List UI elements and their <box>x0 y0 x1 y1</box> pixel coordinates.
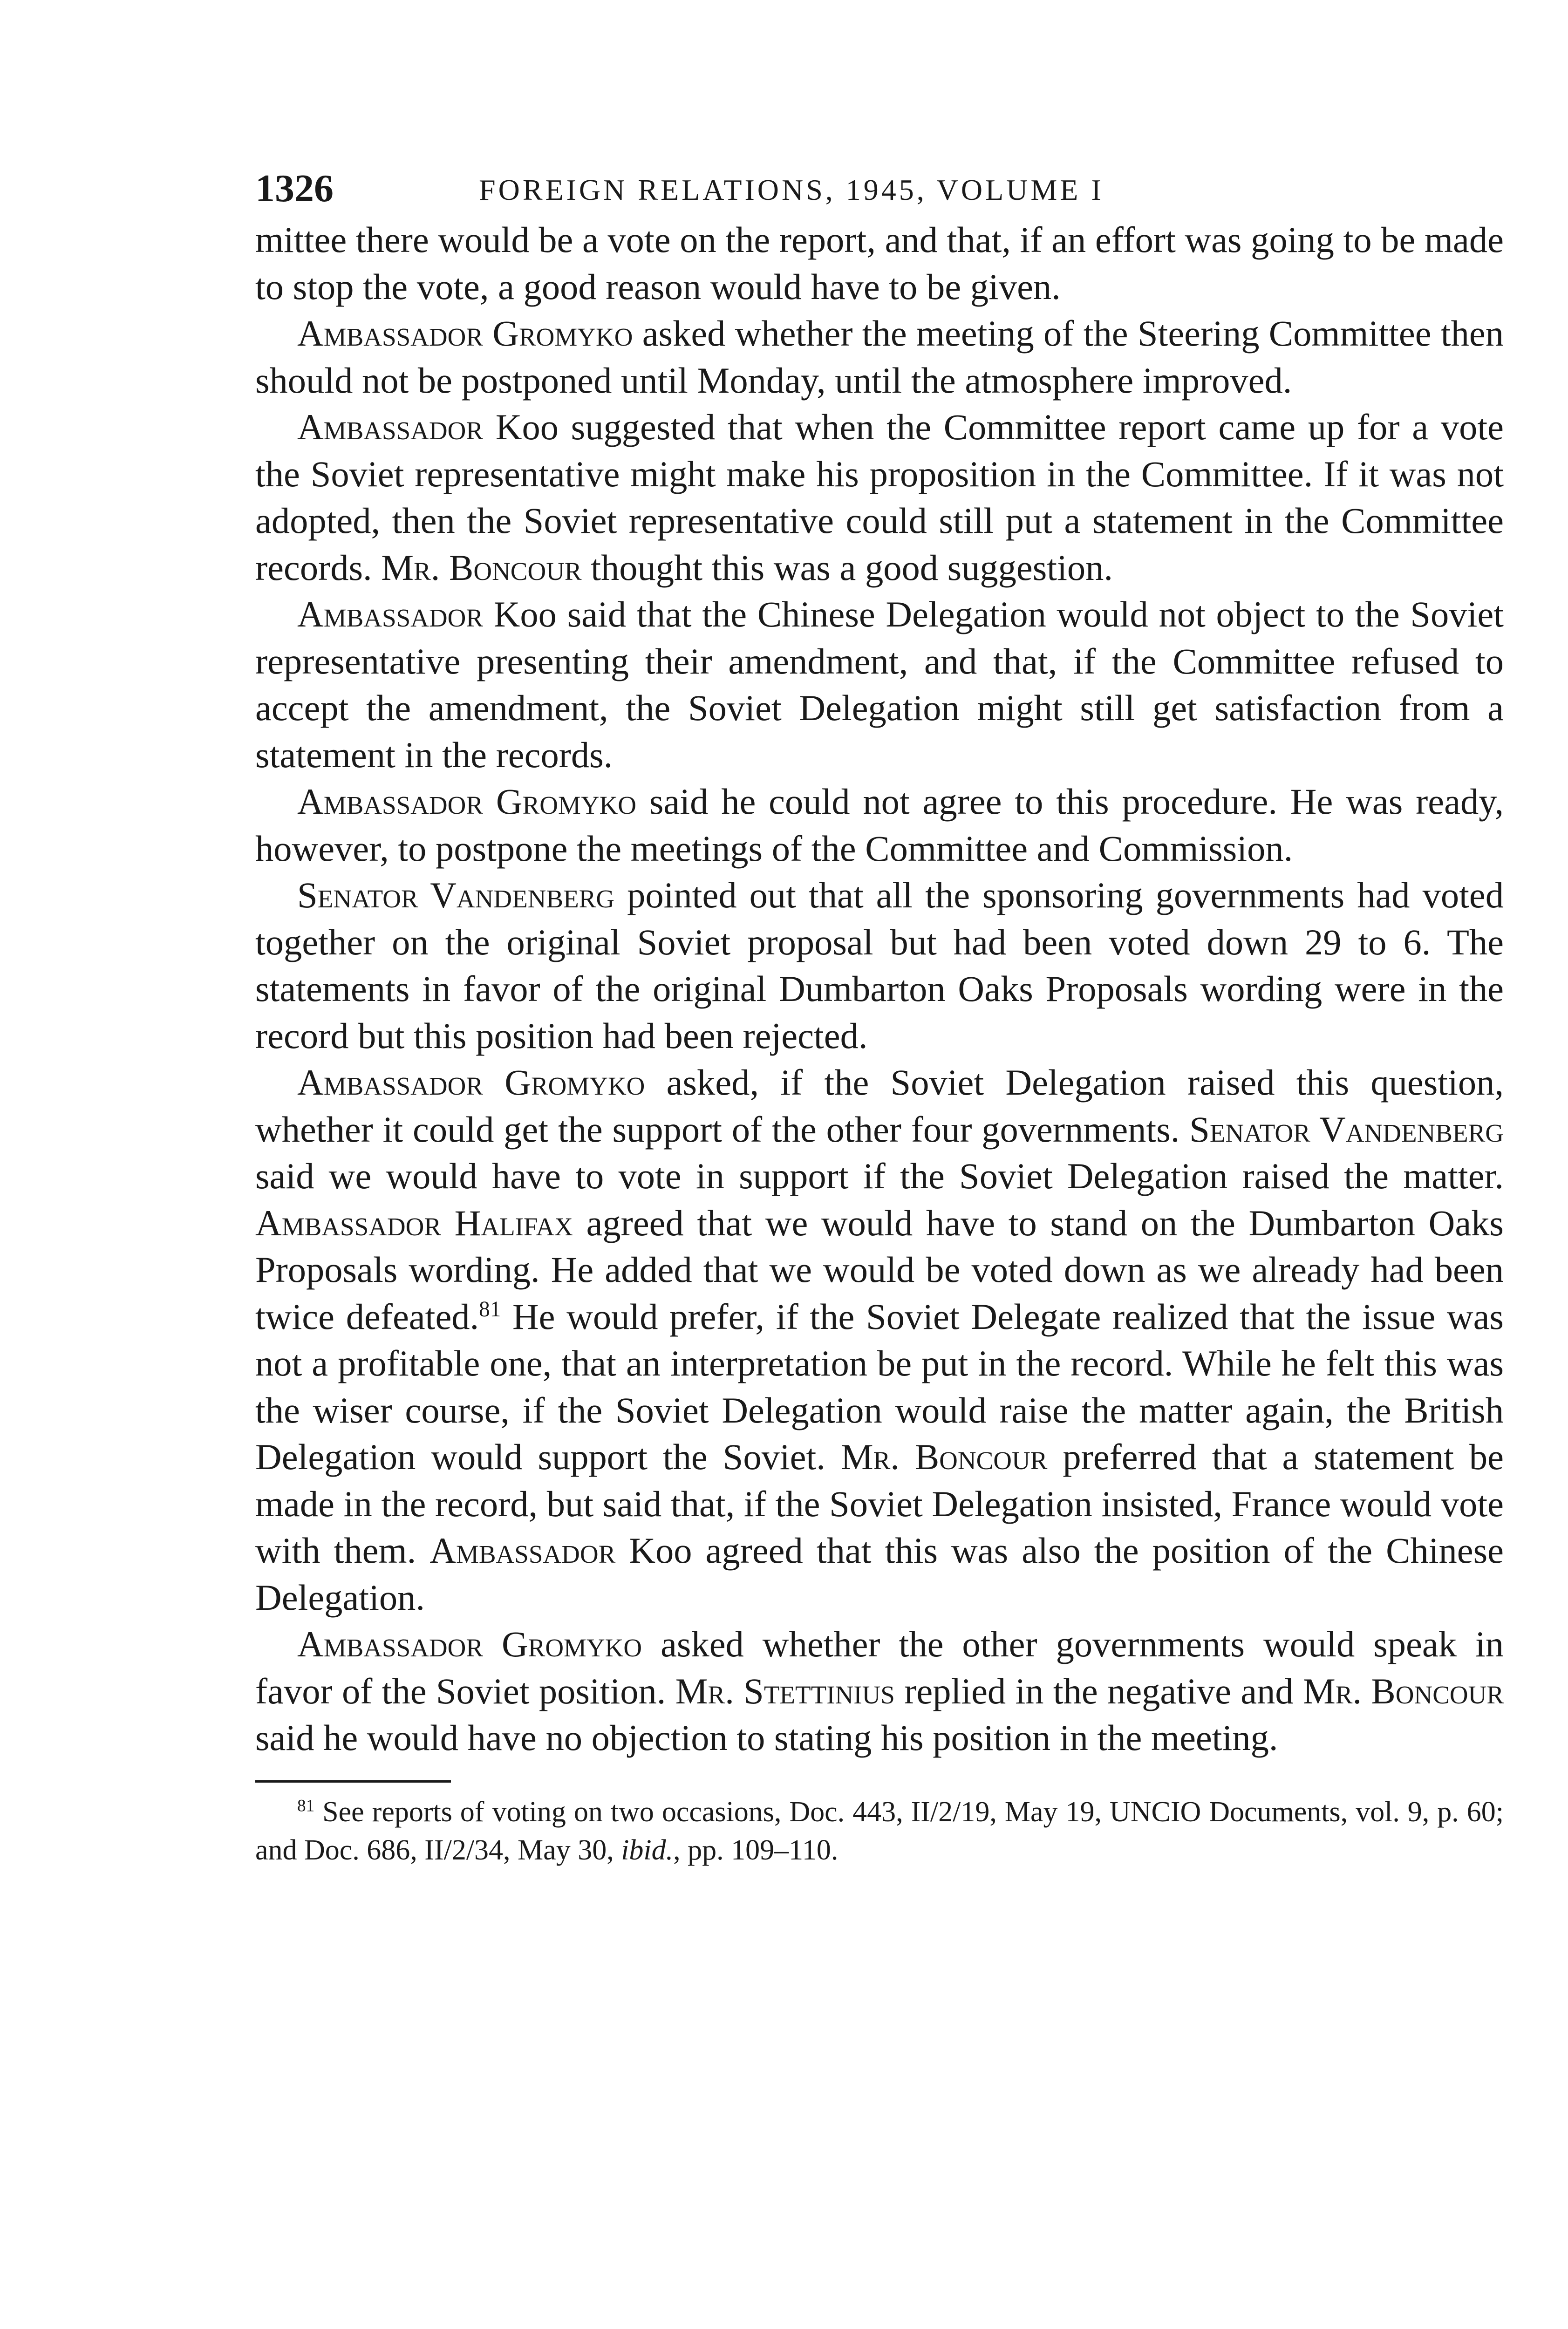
paragraph-7 <box>255 1059 1504 1621</box>
paragraph-text: said he would have no objection to stating his position in the meeting. <box>255 1717 1278 1758</box>
paragraph-text: asked, if the Soviet Delegation raised this question, whether it could get the support of the other four governments. <box>255 1062 1504 1150</box>
footnote-marker: 81 <box>297 1796 315 1815</box>
paragraph-5 <box>255 778 1504 872</box>
speaker-name: Ambassador Gromyko <box>297 1624 642 1664</box>
speaker-name: Senator Vandenberg <box>297 875 615 915</box>
paragraph-text: asked whether the other governments would speak in favor of the Soviet position. <box>255 1624 1504 1711</box>
paragraph-text: preferred that a statement be made in the record, but said that, if the Soviet Delegation insisted, France would vote with them. <box>255 1437 1504 1571</box>
footnote <box>255 1793 1504 1869</box>
footnote-text: See reports of voting on two occasions, Doc. 443, II/2/19, May 19, UNCIO Documents, vol. 9, p. 60; and Doc. 686, II/2/34, May 30, <box>255 1796 1504 1866</box>
paragraph-text: thought this was a good suggestion. <box>581 547 1113 588</box>
paragraph-2 <box>255 310 1504 404</box>
paragraph-text: mittee there would be a vote on the report, and that, if an effort was going to be made to stop the vote, a good reason would have to be given. <box>255 219 1504 307</box>
paragraph-4 <box>255 591 1504 778</box>
speaker-name: Ambassador <box>297 594 484 634</box>
footnote-pages: , pp. 109–110. <box>673 1834 839 1866</box>
speaker-name: Ambassador Gromyko <box>297 313 633 354</box>
paragraph-1 <box>255 217 1504 310</box>
speaker-name: Mr. Boncour <box>381 547 582 588</box>
running-title: FOREIGN RELATIONS, 1945, VOLUME I <box>479 173 1104 206</box>
paragraph-text: said he could not agree to this procedure. He was ready, however, to postpone the meetings of the Committee and Commission. <box>255 781 1504 869</box>
paragraph-text: Koo said that the Chinese Delegation would not object to the Soviet representative presenting their amendment, and that, if the Committee refused to accept the amendment, the Soviet Delegation might still get satisfaction from a statement in the records. <box>255 594 1504 775</box>
paragraph-text: Koo agreed that this was also the position of the Chinese Delegation. <box>255 1530 1504 1618</box>
speaker-name: Ambassador Halifax <box>255 1202 573 1243</box>
paragraph-text: pointed out that all the sponsoring governments had voted together on the original Soviet proposal but had been voted down 29 to 6. The statements in favor of the original Dumbarton Oaks Proposals wording were in the record but this position had been rejected. <box>255 875 1504 1056</box>
footnote-ibid: ibid. <box>621 1834 674 1866</box>
paragraph-text: asked whether the meeting of the Steering Committee then should not be postponed until Monday, until the atmosphere improved. <box>255 313 1504 401</box>
document-page <box>255 165 1504 1898</box>
speaker-name: Ambassador <box>297 407 484 447</box>
running-head <box>255 165 1504 217</box>
paragraph-text: Koo suggested that when the Committee report came up for a vote the Soviet representative might make his proposition in the Committee. If it was not adopted, then the Soviet representative could still put a statement in the Committee records. <box>255 407 1504 588</box>
speaker-name: Ambassador <box>429 1530 616 1571</box>
speaker-name: Ambassador Gromyko <box>297 781 637 822</box>
speaker-name: Ambassador Gromyko <box>297 1062 645 1103</box>
paragraph-text: agreed that we would have to stand on the Dumbarton Oaks Proposals wording. He added that we would be voted down as we already had been twice defeated. <box>255 1202 1504 1337</box>
paragraph-3 <box>255 404 1504 591</box>
paragraph-6 <box>255 872 1504 1059</box>
speaker-name: Mr. Stettinius <box>675 1670 895 1711</box>
speaker-name: Senator Vandenberg <box>1189 1109 1504 1150</box>
paragraph-text: He would prefer, if the Soviet Delegate realized that the issue was not a profitable one, that an interpretation be put in the record. While he felt this was the wiser course, if the Soviet Delegation would raise the matter again, the British Delegation would support the Soviet. <box>255 1296 1504 1477</box>
page-number: 1326 <box>255 167 334 210</box>
paragraph-text: replied in the negative and <box>894 1670 1303 1711</box>
footnote-reference: 81 <box>479 1297 501 1321</box>
speaker-name: Mr. Boncour <box>1302 1670 1504 1711</box>
body-text <box>255 217 1504 1762</box>
speaker-name: Mr. Boncour <box>840 1437 1048 1477</box>
paragraph-text: said we would have to vote in support if the Soviet Delegation raised the matter. <box>255 1156 1504 1196</box>
paragraph-8 <box>255 1621 1504 1762</box>
footnote-divider <box>255 1780 451 1783</box>
